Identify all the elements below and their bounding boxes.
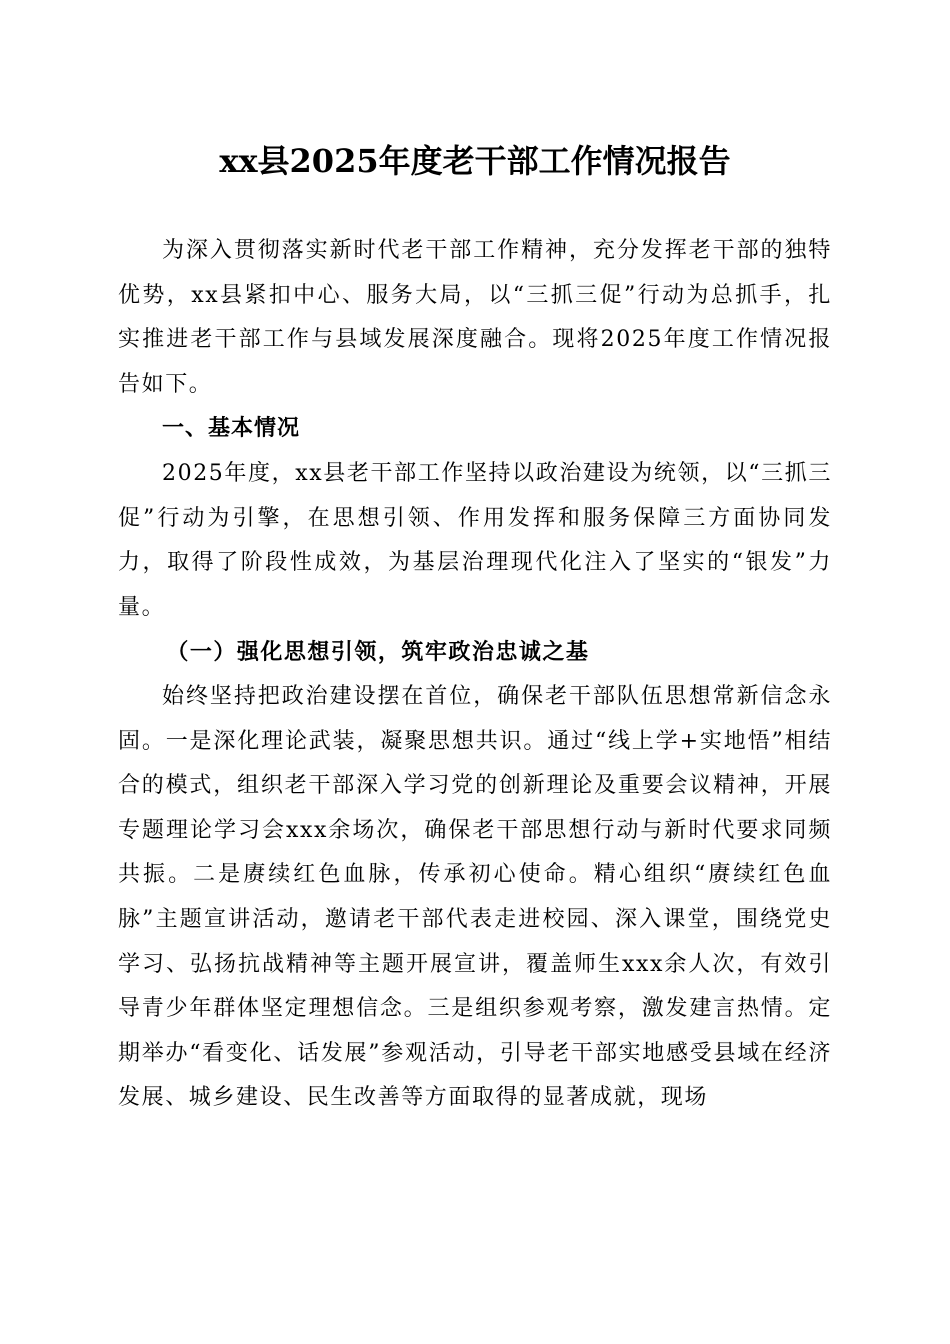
subsection-heading-ideological-guidance: （一）强化思想引领，筑牢政治忠诚之基 <box>166 639 590 666</box>
section-paragraph-basic-situation: 2025年度，xx县老干部工作坚持以政治建设为统领，以“三抓三促”行动为引擎，在思想引领、作用发挥和服务保障三方面协同发力，取得了阶段性成效，为基层治理现代化注入了坚实的“银发”力量。 <box>118 460 832 620</box>
intro-paragraph: 为深入贯彻落实新时代老干部工作精神，充分发挥老干部的独特优势，xx县紧扣中心、服务大局，以“三抓三促”行动为总抓手，扎实推进老干部工作与县域发展深度融合。现将2025年度工作情况报告如下。 <box>118 238 832 397</box>
subsection-paragraph-ideological-guidance: 始终坚持把政治建设摆在首位，确保老干部队伍思想常新信念永固。一是深化理论武装，凝聚思想共识。通过“线上学+实地悟”相结合的模式，组织老干部深入学习党的创新理论及重要会议精神，开展专题理论学习会xxx余场次，确保老干部思想行动与新时代要求同频共振。二是赓续红色血脉，传承初心使命。精心组织“赓续红色血脉”主题宣讲活动，邀请老干部代表走进校园、深入课堂，围绕党史学习、弘扬抗战精神等主题开展宣讲，覆盖师生xxx余人次，有效引导青少年群体坚定理想信念。三是组织参观考察，激发建言热情。定期举办“看变化、话发展”参观活动，引导老干部实地感受县域在经济发展、城乡建设、民生改善等方面取得的显著成就，现场 <box>118 683 832 1111</box>
document-title: xx县2025年度老干部工作情况报告 <box>219 142 731 180</box>
section-heading-basic-situation: 一、基本情况 <box>162 416 301 442</box>
document-body <box>118 229 832 1121</box>
